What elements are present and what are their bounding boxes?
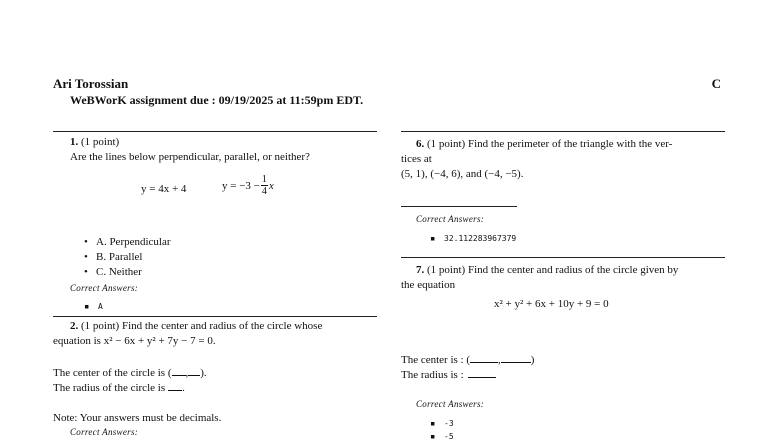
- radius-end: .: [182, 382, 185, 394]
- radius-blank[interactable]: [468, 367, 496, 378]
- problem-2-note: Note: Your answers must be decimals.: [53, 412, 222, 424]
- problem-1-equation-2: [222, 174, 274, 197]
- problem-2-question-line-2: equation is x² − 6x + y² + 7y − 7 = 0.: [53, 335, 216, 347]
- problem-6-answer: ▪ 32.112283967379: [430, 234, 516, 244]
- problem-6-vertices: (5, 1), (−4, 6), and (−4, −5).: [401, 168, 524, 180]
- problem-2-top-rule: [53, 316, 377, 317]
- problem-6-number: 6.: [416, 138, 425, 150]
- problem-7-points: (1 point): [427, 264, 466, 276]
- equation-2-fraction: [261, 174, 268, 197]
- center-y-blank[interactable]: [188, 365, 200, 376]
- problem-2-radius-prompt: [53, 380, 185, 395]
- problem-2-center-prompt: [53, 365, 207, 380]
- center-x-blank[interactable]: [172, 365, 186, 376]
- problem-7-equation: x² + y² + 6x + 10y + 9 = 0: [494, 298, 609, 310]
- assignment-title: WeBWorK assignment due : 09/19/2025 at 11:59pm EDT.: [70, 93, 364, 107]
- radius-blank[interactable]: [168, 380, 182, 391]
- problem-6-question-line-1: Find the perimeter of the triangle with the ver-: [467, 138, 673, 150]
- center-separator: ,: [185, 367, 189, 379]
- equation-2-lhs: y = −3 −: [222, 179, 260, 192]
- problem-7-heading: [416, 263, 678, 277]
- problem-7-answer-2: ▪ -5: [430, 432, 454, 442]
- problem-6-answers-label: Correct Answers:: [416, 214, 485, 224]
- problem-6-top-rule: [401, 131, 725, 132]
- center-end: ): [530, 354, 535, 366]
- problem-1-answer: ▪ A: [84, 302, 103, 312]
- center-end: ).: [200, 367, 207, 379]
- option-c[interactable]: • C. Neither: [84, 265, 142, 279]
- option-a[interactable]: • A. Perpendicular: [84, 235, 171, 249]
- section-label: C: [711, 76, 721, 91]
- problem-7-top-rule: [401, 257, 725, 258]
- problem-1-equation-1: y = 4x + 4: [141, 183, 187, 195]
- problem-1-top-rule: [53, 131, 377, 132]
- problem-1-points: (1 point): [81, 136, 120, 148]
- problem-1-number: 1.: [70, 136, 79, 148]
- problem-2-number: 2.: [70, 320, 79, 332]
- problem-6-answer-rule: [401, 206, 517, 207]
- radius-label: The radius of the circle is: [53, 382, 166, 394]
- center-separator: ,: [498, 354, 501, 366]
- problem-6-points: (1 point): [427, 138, 466, 150]
- center-x-blank[interactable]: [470, 352, 498, 363]
- problem-7-number: 7.: [416, 264, 425, 276]
- problem-6-heading: [416, 137, 672, 151]
- center-label: The center is : (: [401, 354, 471, 366]
- problem-2-heading: [70, 319, 322, 333]
- problem-7-radius-prompt: [401, 367, 496, 382]
- problem-1-question: Are the lines below perpendicular, parallel, or neither?: [70, 151, 310, 163]
- student-name: Ari Torossian: [53, 76, 129, 91]
- center-y-blank[interactable]: [501, 352, 531, 363]
- problem-7-answers-label: Correct Answers:: [416, 399, 485, 409]
- problem-6-question-line-2: tices at: [401, 153, 432, 165]
- problem-1-answers-label: Correct Answers:: [70, 283, 139, 293]
- problem-1-heading: [70, 135, 119, 149]
- problem-2-question-line-1: Find the center and radius of the circle whose: [121, 320, 323, 332]
- equation-2-variable: x: [268, 179, 274, 192]
- problem-2-points: (1 point): [81, 320, 120, 332]
- radius-label: The radius is :: [401, 369, 464, 381]
- problem-7-question-line-2: the equation: [401, 279, 456, 291]
- center-label: The center of the circle is (: [53, 367, 172, 379]
- problem-7-center-prompt: [401, 352, 534, 367]
- problem-7-answer-1: ▪ -3: [430, 419, 454, 429]
- problem-7-question-line-1: Find the center and radius of the circle given by: [467, 264, 679, 276]
- problem-2-answers-label: Correct Answers:: [70, 427, 139, 437]
- option-b[interactable]: • B. Parallel: [84, 250, 142, 264]
- fraction-numerator: 1: [261, 174, 267, 185]
- fraction-denominator: 4: [261, 186, 267, 197]
